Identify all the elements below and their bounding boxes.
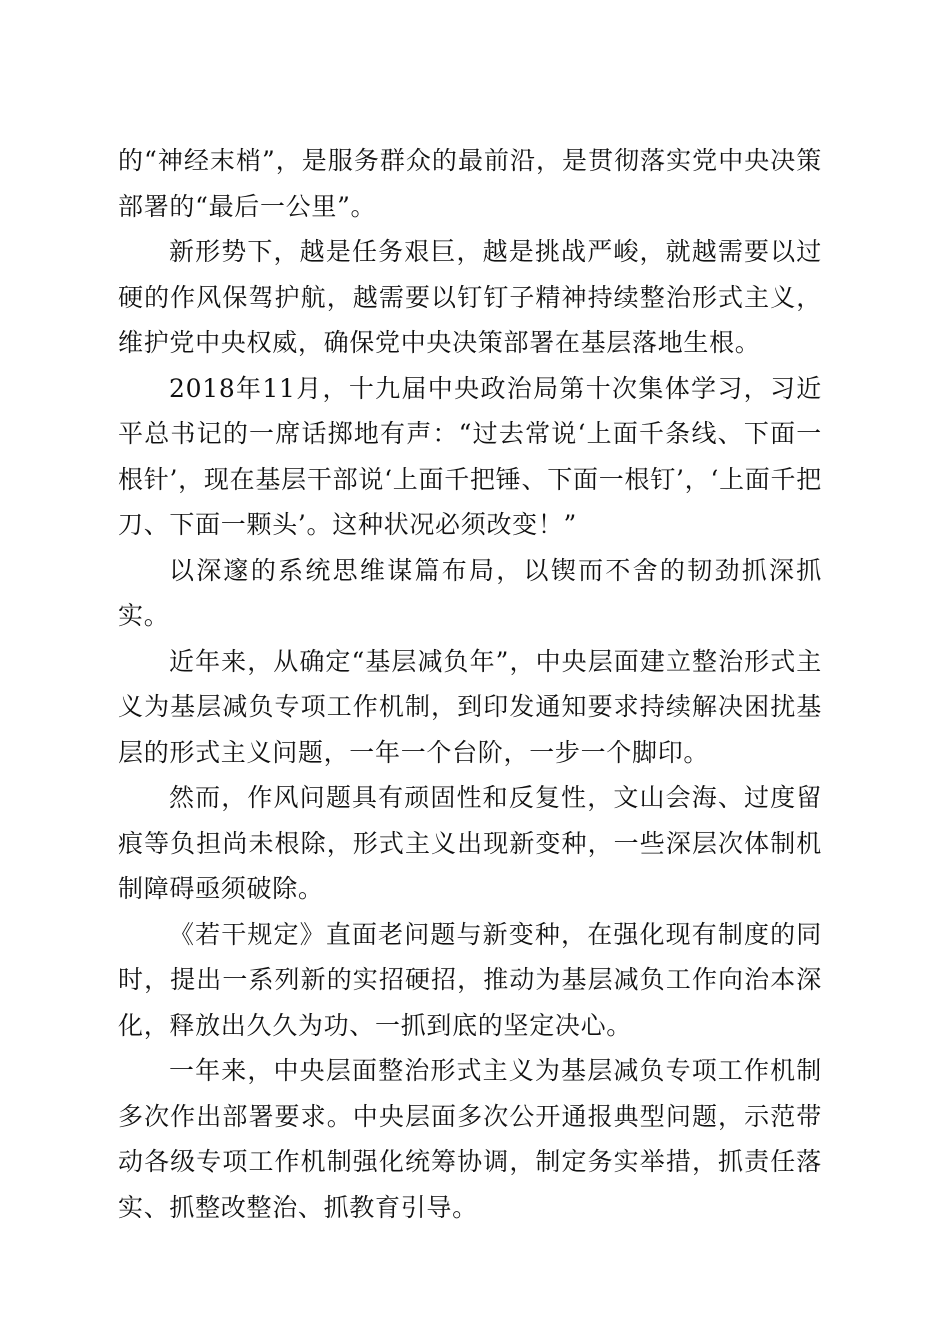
paragraph: 然而，作风问题具有顽固性和反复性，文山会海、过度留痕等负担尚未根除，形式主义出现新变种，一些深层次体制机制障碍亟须破除。 — [118, 783, 822, 903]
paragraph: 近年来，从确定“基层减负年”，中央层面建立整治形式主义为基层减负专项工作机制，到印发通知要求持续解决困扰基层的形式主义问题，一年一个台阶，一步一个脚印。 — [118, 646, 822, 767]
paragraph-continuation: 的“神经末梢”，是服务群众的最前沿，是贯彻落实党中央决策部署的“最后一公里”。 — [118, 146, 822, 221]
document-page — [118, 138, 822, 1230]
paragraph: 一年来，中央层面整治形式主义为基层减负专项工作机制多次作出部署要求。中央层面多次公开通报典型问题，示范带动各级专项工作机制强化统筹协调，制定务实举措，抓责任落实、抓整改整治、抓教育引导。 — [118, 1056, 822, 1222]
paragraph: 2018年11月，十九届中央政治局第十次集体学习，习近平总书记的一席话掷地有声：“过去常说‘上面千条线、下面一根针’，现在基层干部说‘上面千把锤、下面一根钉’，‘上面千把刀、下面一颗头’。这种状况必须改变！” — [118, 373, 822, 539]
paragraph: 《若干规定》直面老问题与新变种，在强化现有制度的同时，提出一系列新的实招硬招，推动为基层减负工作向治本深化，释放出久久为功、一抓到底的坚定决心。 — [118, 919, 822, 1040]
paragraph: 以深邃的系统思维谋篇布局，以锲而不舍的韧劲抓深抓实。 — [118, 555, 822, 630]
paragraph: 新形势下，越是任务艰巨，越是挑战严峻，就越需要以过硬的作风保驾护航，越需要以钉钉子精神持续整治形式主义，维护党中央权威，确保党中央决策部署在基层落地生根。 — [118, 237, 822, 357]
